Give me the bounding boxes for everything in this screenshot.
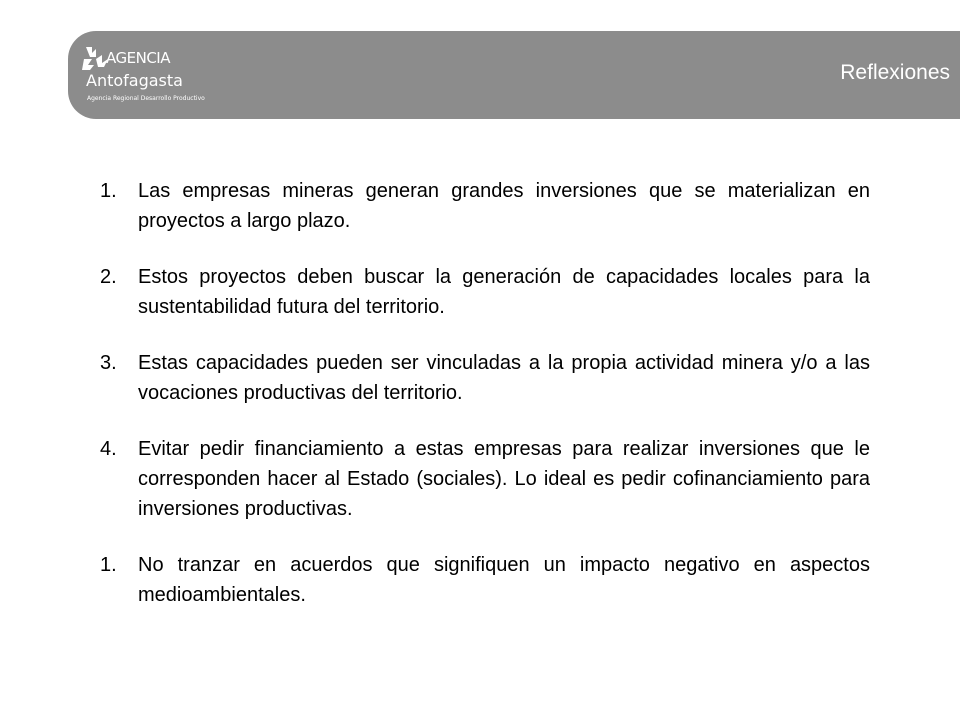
item-number: 1. [100,554,117,576]
item-text: Evitar pedir financiamiento a estas empresas para realizar inversiones que le corresponden hacer al Estado (sociales). Lo ideal es pedir cofinanciamiento para inversiones productivas. [138,438,870,520]
logo-agencia-text: AGENCIA [106,49,170,67]
item-number: 1. [100,180,117,202]
item-text: Estas capacidades pueden ser vinculadas a la propia actividad minera y/o a las vocaciones productivas del territorio. [138,352,870,404]
item-number: 2. [100,266,117,288]
section-title: Reflexiones [840,61,950,84]
item-text: Estos proyectos deben buscar la generación de capacidades locales para la sustentabilidad futura del territorio. [138,266,870,318]
item-number: 4. [100,438,117,460]
item-text: Las empresas mineras generan grandes inversiones que se materializan en proyectos a largo plazo. [138,180,870,232]
item-number: 3. [100,352,117,374]
logo-subtitle-text: Agencia Regional Desarrollo Productivo [87,95,205,102]
logo-city-text: Antofagasta [86,71,183,90]
item-text: No tranzar en acuerdos que signifiquen un impacto negativo en aspectos medioambientales. [138,554,870,606]
